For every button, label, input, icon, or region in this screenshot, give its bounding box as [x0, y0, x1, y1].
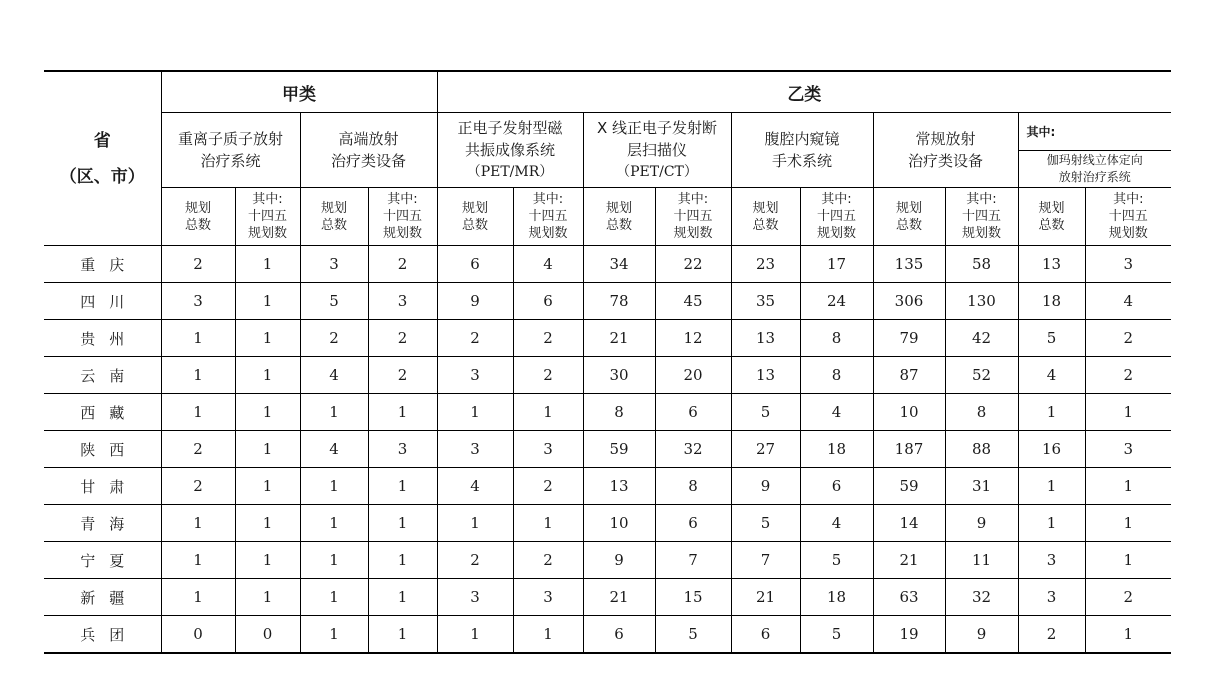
value-cell: 3	[161, 283, 235, 320]
value-cell: 27	[731, 431, 800, 468]
value-cell: 1	[513, 505, 583, 542]
table-row	[44, 505, 1171, 542]
category-heavy-ion: 重离子质子放射 治疗系统	[161, 113, 300, 188]
value-cell: 1	[1085, 542, 1171, 579]
value-cell: 6	[583, 616, 655, 654]
value-cell: 4	[1085, 283, 1171, 320]
province-cell: 贵州	[44, 320, 161, 357]
value-cell: 8	[583, 394, 655, 431]
unit-total-header: 规划 总数	[437, 188, 513, 246]
value-cell: 3	[513, 579, 583, 616]
value-cell: 1	[235, 394, 300, 431]
value-cell: 3	[1018, 542, 1085, 579]
value-cell: 5	[800, 616, 873, 654]
value-cell: 19	[873, 616, 945, 654]
table-row	[44, 616, 1171, 654]
value-cell: 15	[655, 579, 731, 616]
value-cell: 14	[873, 505, 945, 542]
unit-total-header: 规划 总数	[873, 188, 945, 246]
value-cell: 2	[513, 320, 583, 357]
value-cell: 2	[161, 431, 235, 468]
value-cell: 2	[437, 320, 513, 357]
value-cell: 2	[1085, 320, 1171, 357]
unit-subset-header: 其中: 十四五 规划数	[368, 188, 437, 246]
unit-total-header: 规划 总数	[300, 188, 368, 246]
value-cell: 4	[437, 468, 513, 505]
province-header	[44, 71, 161, 246]
value-cell: 0	[161, 616, 235, 654]
value-cell: 1	[235, 468, 300, 505]
group-a-header: 甲类	[161, 71, 437, 113]
value-cell: 1	[235, 320, 300, 357]
value-cell: 1	[161, 394, 235, 431]
value-cell: 59	[583, 431, 655, 468]
table-row	[44, 283, 1171, 320]
value-cell: 1	[437, 394, 513, 431]
value-cell: 42	[945, 320, 1018, 357]
value-cell: 20	[655, 357, 731, 394]
value-cell: 1	[161, 542, 235, 579]
value-cell: 17	[800, 246, 873, 283]
value-cell: 21	[873, 542, 945, 579]
value-cell: 4	[513, 246, 583, 283]
value-cell: 9	[945, 505, 1018, 542]
value-cell: 1	[235, 357, 300, 394]
value-cell: 3	[513, 431, 583, 468]
value-cell: 1	[235, 283, 300, 320]
value-cell: 3	[1085, 246, 1171, 283]
value-cell: 13	[731, 357, 800, 394]
value-cell: 3	[437, 357, 513, 394]
value-cell: 79	[873, 320, 945, 357]
value-cell: 21	[583, 579, 655, 616]
value-cell: 6	[800, 468, 873, 505]
value-cell: 58	[945, 246, 1018, 283]
value-cell: 1	[300, 616, 368, 654]
value-cell: 2	[1085, 579, 1171, 616]
value-cell: 23	[731, 246, 800, 283]
value-cell: 5	[300, 283, 368, 320]
unit-total-header: 规划 总数	[161, 188, 235, 246]
value-cell: 2	[161, 246, 235, 283]
value-cell: 1	[368, 579, 437, 616]
unit-subset-header: 其中: 十四五 规划数	[513, 188, 583, 246]
value-cell: 1	[161, 505, 235, 542]
value-cell: 8	[800, 320, 873, 357]
value-cell: 7	[655, 542, 731, 579]
value-cell: 1	[300, 579, 368, 616]
value-cell: 1	[1085, 616, 1171, 654]
value-cell: 2	[513, 468, 583, 505]
value-cell: 2	[368, 357, 437, 394]
value-cell: 22	[655, 246, 731, 283]
unit-total-header: 规划 总数	[1018, 188, 1085, 246]
value-cell: 13	[1018, 246, 1085, 283]
value-cell: 5	[1018, 320, 1085, 357]
value-cell: 187	[873, 431, 945, 468]
value-cell: 18	[800, 579, 873, 616]
value-cell: 1	[161, 357, 235, 394]
value-cell: 6	[655, 394, 731, 431]
province-cell: 陕西	[44, 431, 161, 468]
value-cell: 1	[235, 505, 300, 542]
category-conventional-radiotherapy: 常规放射 治疗类设备	[873, 113, 1018, 188]
value-cell: 1	[1018, 468, 1085, 505]
value-cell: 1	[437, 505, 513, 542]
value-cell: 6	[513, 283, 583, 320]
value-cell: 1	[368, 505, 437, 542]
unit-total-header: 规划 总数	[731, 188, 800, 246]
unit-total-header: 规划 总数	[583, 188, 655, 246]
province-cell: 云南	[44, 357, 161, 394]
value-cell: 6	[437, 246, 513, 283]
unit-subset-header: 其中: 十四五 规划数	[655, 188, 731, 246]
value-cell: 1	[368, 616, 437, 654]
value-cell: 63	[873, 579, 945, 616]
value-cell: 1	[368, 394, 437, 431]
value-cell: 3	[368, 283, 437, 320]
table-row	[44, 579, 1171, 616]
equipment-planning-table	[44, 70, 1171, 654]
province-cell: 宁夏	[44, 542, 161, 579]
category-pet-ct: X 线正电子发射断 层扫描仪 （PET/CT）	[583, 113, 731, 188]
value-cell: 3	[300, 246, 368, 283]
value-cell: 1	[1085, 468, 1171, 505]
province-header-line2: （区、市）	[59, 166, 145, 187]
value-cell: 8	[655, 468, 731, 505]
value-cell: 87	[873, 357, 945, 394]
value-cell: 1	[300, 542, 368, 579]
province-cell: 新疆	[44, 579, 161, 616]
unit-subset-header: 其中: 十四五 规划数	[800, 188, 873, 246]
value-cell: 1	[300, 505, 368, 542]
value-cell: 2	[513, 357, 583, 394]
table-row	[44, 468, 1171, 505]
province-cell: 重庆	[44, 246, 161, 283]
value-cell: 88	[945, 431, 1018, 468]
table-row	[44, 542, 1171, 579]
value-cell: 130	[945, 283, 1018, 320]
value-cell: 1	[368, 468, 437, 505]
value-cell: 4	[800, 505, 873, 542]
province-header-line1: 省	[93, 130, 111, 151]
value-cell: 10	[583, 505, 655, 542]
value-cell: 34	[583, 246, 655, 283]
table-row	[44, 320, 1171, 357]
value-cell: 3	[368, 431, 437, 468]
province-cell: 四川	[44, 283, 161, 320]
table-row	[44, 246, 1171, 283]
table-body	[44, 246, 1171, 654]
value-cell: 1	[1018, 505, 1085, 542]
value-cell: 1	[1018, 394, 1085, 431]
value-cell: 1	[368, 542, 437, 579]
value-cell: 5	[731, 505, 800, 542]
province-cell: 西藏	[44, 394, 161, 431]
value-cell: 7	[731, 542, 800, 579]
value-cell: 2	[513, 542, 583, 579]
value-cell: 31	[945, 468, 1018, 505]
value-cell: 4	[300, 431, 368, 468]
value-cell: 4	[800, 394, 873, 431]
value-cell: 1	[300, 468, 368, 505]
value-cell: 5	[655, 616, 731, 654]
value-cell: 1	[235, 246, 300, 283]
value-cell: 11	[945, 542, 1018, 579]
category-laparoscopic-surgery: 腹腔内窥镜 手术系统	[731, 113, 873, 188]
value-cell: 2	[161, 468, 235, 505]
unit-header-row	[44, 188, 1171, 246]
value-cell: 1	[513, 394, 583, 431]
value-cell: 32	[655, 431, 731, 468]
value-cell: 18	[1018, 283, 1085, 320]
value-cell: 59	[873, 468, 945, 505]
value-cell: 2	[368, 246, 437, 283]
value-cell: 1	[1085, 394, 1171, 431]
value-cell: 1	[235, 431, 300, 468]
unit-subset-header: 其中: 十四五 规划数	[945, 188, 1018, 246]
value-cell: 21	[583, 320, 655, 357]
value-cell: 2	[1018, 616, 1085, 654]
value-cell: 1	[161, 320, 235, 357]
value-cell: 1	[161, 579, 235, 616]
table-row	[44, 394, 1171, 431]
value-cell: 1	[235, 542, 300, 579]
category-high-end-radiotherapy: 高端放射 治疗类设备	[300, 113, 437, 188]
value-cell: 3	[1085, 431, 1171, 468]
value-cell: 52	[945, 357, 1018, 394]
value-cell: 0	[235, 616, 300, 654]
value-cell: 21	[731, 579, 800, 616]
subset-note: 其中:	[1018, 113, 1171, 151]
unit-subset-header: 其中: 十四五 规划数	[235, 188, 300, 246]
group-b-header: 乙类	[437, 71, 1171, 113]
value-cell: 2	[1085, 357, 1171, 394]
value-cell: 2	[368, 320, 437, 357]
value-cell: 10	[873, 394, 945, 431]
value-cell: 306	[873, 283, 945, 320]
value-cell: 78	[583, 283, 655, 320]
province-cell: 甘肃	[44, 468, 161, 505]
value-cell: 13	[731, 320, 800, 357]
value-cell: 13	[583, 468, 655, 505]
value-cell: 9	[583, 542, 655, 579]
value-cell: 6	[655, 505, 731, 542]
value-cell: 9	[945, 616, 1018, 654]
value-cell: 3	[437, 431, 513, 468]
table-row	[44, 357, 1171, 394]
table-row	[44, 431, 1171, 468]
value-cell: 1	[300, 394, 368, 431]
value-cell: 8	[945, 394, 1018, 431]
value-cell: 2	[300, 320, 368, 357]
value-cell: 6	[731, 616, 800, 654]
category-pet-mr: 正电子发射型磁 共振成像系统 （PET/MR）	[437, 113, 583, 188]
value-cell: 3	[1018, 579, 1085, 616]
value-cell: 2	[437, 542, 513, 579]
province-cell: 青海	[44, 505, 161, 542]
value-cell: 9	[437, 283, 513, 320]
value-cell: 1	[235, 579, 300, 616]
value-cell: 5	[731, 394, 800, 431]
value-cell: 18	[800, 431, 873, 468]
value-cell: 4	[1018, 357, 1085, 394]
value-cell: 4	[300, 357, 368, 394]
category-gamma-knife: 伽玛射线立体定向 放射治疗系统	[1018, 151, 1171, 188]
value-cell: 24	[800, 283, 873, 320]
value-cell: 1	[513, 616, 583, 654]
value-cell: 32	[945, 579, 1018, 616]
value-cell: 1	[437, 616, 513, 654]
value-cell: 30	[583, 357, 655, 394]
value-cell: 12	[655, 320, 731, 357]
province-cell: 兵团	[44, 616, 161, 654]
value-cell: 3	[437, 579, 513, 616]
value-cell: 8	[800, 357, 873, 394]
value-cell: 1	[1085, 505, 1171, 542]
value-cell: 9	[731, 468, 800, 505]
value-cell: 5	[800, 542, 873, 579]
value-cell: 35	[731, 283, 800, 320]
unit-subset-header: 其中: 十四五 规划数	[1085, 188, 1171, 246]
value-cell: 45	[655, 283, 731, 320]
value-cell: 16	[1018, 431, 1085, 468]
value-cell: 135	[873, 246, 945, 283]
